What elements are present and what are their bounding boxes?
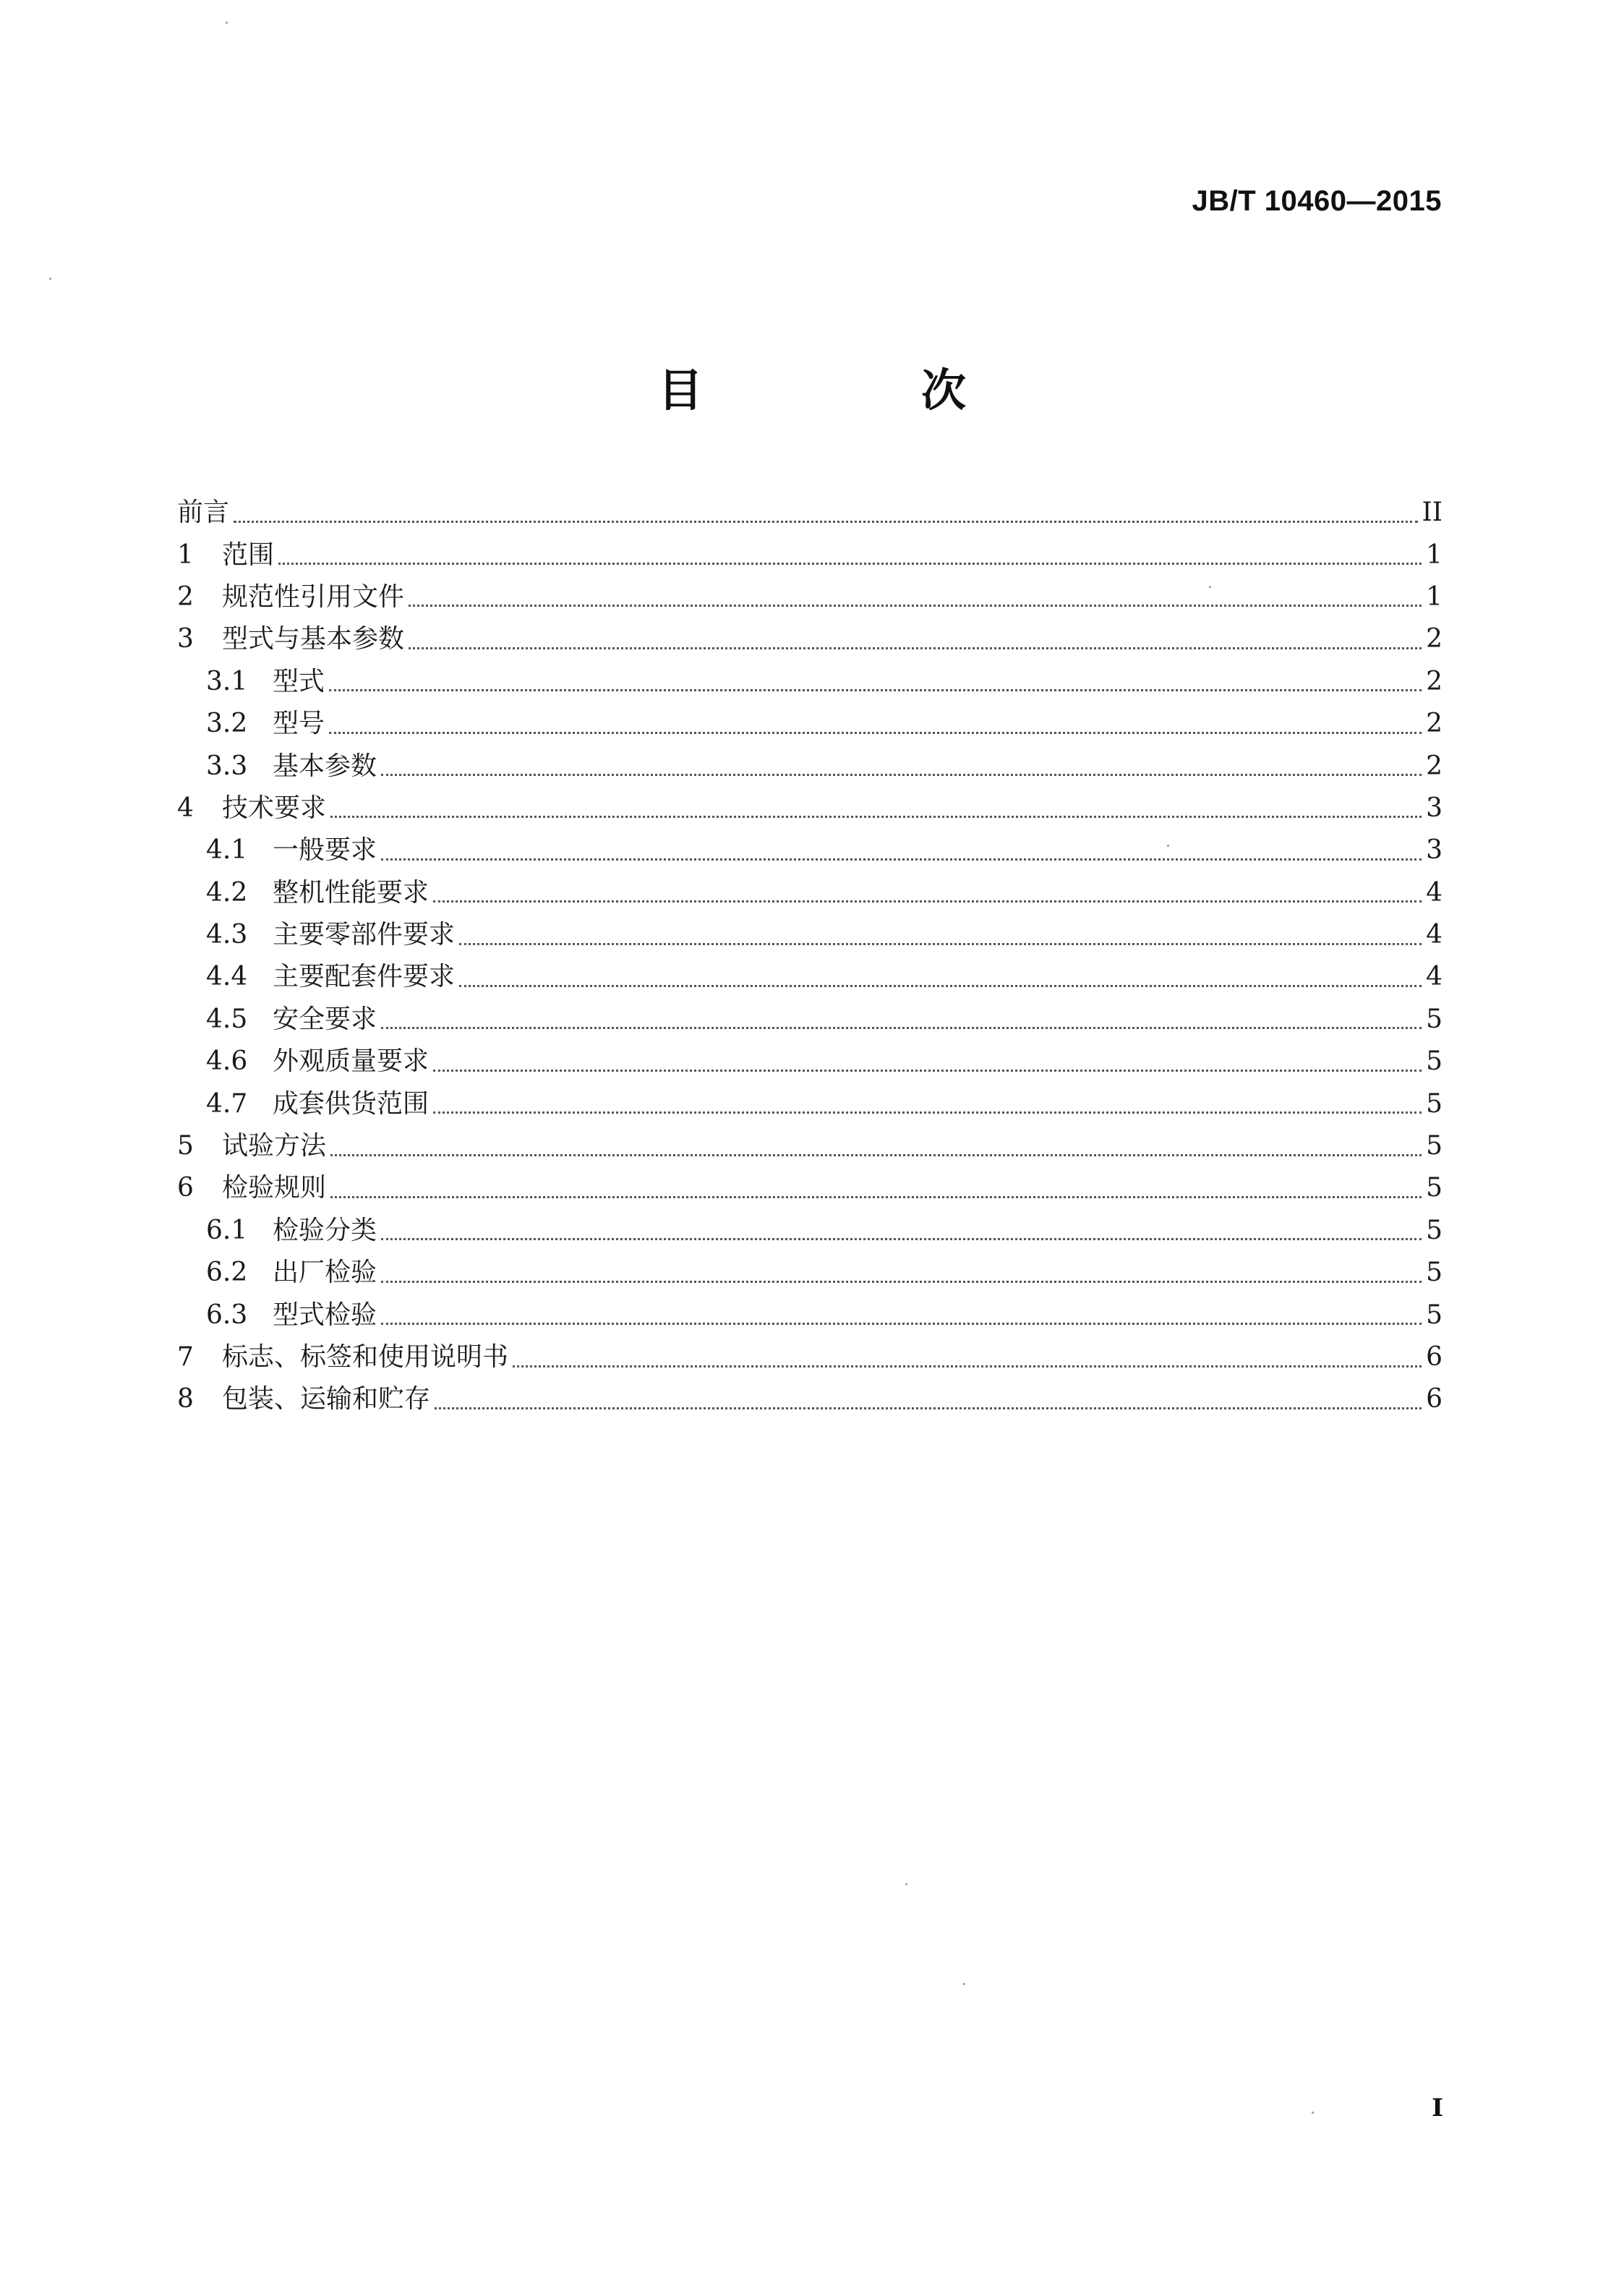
page-number: I — [1432, 2094, 1443, 2122]
toc-entry-page: 5 — [1426, 1131, 1443, 1161]
toc-entry-label: 基本参数 — [273, 751, 377, 781]
toc-leader-dots — [513, 1339, 1422, 1367]
toc-entry-label: 整机性能要求 — [273, 877, 429, 908]
toc-leader-dots — [234, 495, 1418, 523]
toc-leader-dots — [433, 1044, 1422, 1072]
toc-entry-label: 标志、标签和使用说明书 — [222, 1342, 509, 1372]
toc-entry-label: 主要配套件要求 — [273, 962, 456, 992]
toc-leader-dots — [330, 1128, 1422, 1156]
toc-entry-number: 6.1 — [206, 1215, 248, 1245]
toc-entry[interactable] — [177, 618, 1443, 660]
toc-entry-number: 6 — [177, 1173, 194, 1203]
toc-entry-page: 2 — [1426, 751, 1443, 781]
toc-entry-page: 5 — [1426, 1004, 1443, 1034]
toc-subentry[interactable] — [177, 1041, 1443, 1083]
toc-leader-dots — [409, 579, 1422, 607]
table-of-contents — [177, 492, 1443, 1421]
toc-subentry[interactable] — [177, 1294, 1443, 1336]
toc-entry-number: 6.3 — [206, 1300, 248, 1330]
toc-subentry[interactable] — [177, 872, 1443, 914]
toc-leader-dots — [381, 748, 1422, 776]
toc-entry-label: 范围 — [222, 539, 275, 570]
toc-entry-label: 包装、运输和贮存 — [222, 1384, 431, 1414]
toc-entry-label: 型号 — [273, 709, 325, 739]
scan-speck — [905, 1883, 907, 1885]
toc-entry-page: 6 — [1426, 1384, 1443, 1414]
toc-entry-number: 7 — [177, 1342, 194, 1372]
toc-entry[interactable] — [177, 576, 1443, 618]
toc-leader-dots — [381, 1212, 1422, 1240]
toc-subentry[interactable] — [177, 914, 1443, 956]
toc-subentry[interactable] — [177, 829, 1443, 871]
scan-speck — [1312, 2112, 1314, 2114]
toc-entry-page: 1 — [1426, 581, 1443, 612]
toc-entry-label: 型式检验 — [273, 1300, 377, 1330]
toc-entry-number: 6.2 — [206, 1258, 248, 1288]
toc-entry-number: 3.1 — [206, 666, 248, 696]
toc-leader-dots — [435, 1381, 1422, 1409]
toc-entry-number: 4 — [177, 793, 194, 823]
toc-entry-label: 技术要求 — [222, 793, 327, 823]
toc-entry-page: 2 — [1426, 666, 1443, 696]
toc-entry-page: 2 — [1426, 709, 1443, 739]
toc-entry-number: 3 — [177, 624, 194, 654]
toc-leader-dots — [459, 959, 1422, 987]
toc-subentry[interactable] — [177, 745, 1443, 787]
toc-leader-dots — [433, 1085, 1422, 1114]
toc-leader-dots — [330, 790, 1422, 818]
toc-entry-number: 4.3 — [206, 920, 248, 950]
toc-leader-dots — [433, 874, 1422, 902]
toc-entry-number: 3.3 — [206, 751, 248, 781]
scan-speck — [1209, 586, 1211, 588]
toc-entry-page: 5 — [1426, 1046, 1443, 1077]
toc-entry-page: 1 — [1426, 539, 1443, 570]
toc-leader-dots — [409, 621, 1422, 649]
toc-leader-dots — [329, 663, 1422, 691]
toc-entry[interactable] — [177, 1378, 1443, 1420]
toc-entry-label: 一般要求 — [273, 835, 377, 866]
toc-entry-number: 5 — [177, 1131, 194, 1161]
toc-entry-number: 3.2 — [206, 709, 248, 739]
toc-entry[interactable] — [177, 1125, 1443, 1167]
toc-entry-page: 5 — [1426, 1258, 1443, 1288]
toc-entry-page: 5 — [1426, 1215, 1443, 1245]
toc-subentry[interactable] — [177, 1210, 1443, 1252]
standard-code: JB/T 10460—2015 — [1192, 185, 1442, 217]
toc-entry-label: 成套供货范围 — [273, 1088, 429, 1119]
scan-speck — [49, 278, 51, 280]
toc-entry-page: 5 — [1426, 1173, 1443, 1203]
toc-subentry[interactable] — [177, 956, 1443, 998]
toc-subentry[interactable] — [177, 1252, 1443, 1294]
toc-leader-dots — [330, 1170, 1422, 1198]
toc-subentry[interactable] — [177, 661, 1443, 703]
toc-entry-page: 3 — [1426, 835, 1443, 866]
toc-leader-dots — [278, 537, 1422, 565]
toc-entry[interactable] — [177, 534, 1443, 576]
toc-entry-number: 4.1 — [206, 835, 248, 866]
toc-leader-dots — [381, 1297, 1422, 1325]
scan-speck — [1167, 845, 1169, 847]
toc-entry[interactable] — [177, 1167, 1443, 1209]
toc-leader-dots — [329, 706, 1422, 734]
toc-entry-number: 4.5 — [206, 1004, 248, 1034]
toc-entry-number: 8 — [177, 1384, 194, 1414]
toc-entry-label: 规范性引用文件 — [222, 581, 405, 612]
toc-entry-label: 安全要求 — [273, 1004, 377, 1034]
toc-leader-dots — [381, 832, 1422, 861]
toc-entry-label: 型式与基本参数 — [222, 624, 405, 654]
toc-entry[interactable] — [177, 1336, 1443, 1378]
toc-subentry[interactable] — [177, 703, 1443, 745]
toc-entry-page: 6 — [1426, 1342, 1443, 1372]
toc-entry-label: 试验方法 — [222, 1131, 327, 1161]
toc-entry-page: 4 — [1426, 877, 1443, 908]
toc-entry-number: 2 — [177, 581, 194, 612]
scan-speck — [226, 22, 228, 24]
toc-entry-number: 4.2 — [206, 877, 248, 908]
toc-leader-dots — [381, 1001, 1422, 1029]
toc-entry-number: 4.7 — [206, 1088, 248, 1119]
toc-entry-page: 2 — [1426, 624, 1443, 654]
toc-entry-label: 出厂检验 — [273, 1258, 377, 1288]
scan-speck — [963, 1983, 965, 1985]
toc-leader-dots — [381, 1255, 1422, 1283]
toc-entry-label: 检验分类 — [273, 1215, 377, 1245]
toc-entry-number: 4.4 — [206, 962, 248, 992]
toc-entry-label: 外观质量要求 — [273, 1046, 429, 1077]
toc-entry-foreword[interactable] — [177, 492, 1443, 534]
toc-entry-number: 4.6 — [206, 1046, 248, 1077]
toc-entry-page: II — [1422, 498, 1443, 528]
toc-entry-page: 5 — [1426, 1300, 1443, 1330]
toc-entry-page: 4 — [1426, 962, 1443, 992]
toc-leader-dots — [459, 917, 1422, 945]
toc-entry-label: 前言 — [177, 498, 230, 528]
toc-entry-number: 1 — [177, 539, 194, 570]
toc-subentry[interactable] — [177, 999, 1443, 1041]
toc-entry-label: 型式 — [273, 666, 325, 696]
page-title: 目 次 — [657, 364, 1053, 417]
toc-entry-label: 检验规则 — [222, 1173, 327, 1203]
toc-entry-page: 4 — [1426, 920, 1443, 950]
toc-entry-page: 5 — [1426, 1088, 1443, 1119]
toc-subentry[interactable] — [177, 1083, 1443, 1125]
toc-entry-page: 3 — [1426, 793, 1443, 823]
toc-entry-label: 主要零部件要求 — [273, 920, 456, 950]
toc-entry[interactable] — [177, 788, 1443, 829]
